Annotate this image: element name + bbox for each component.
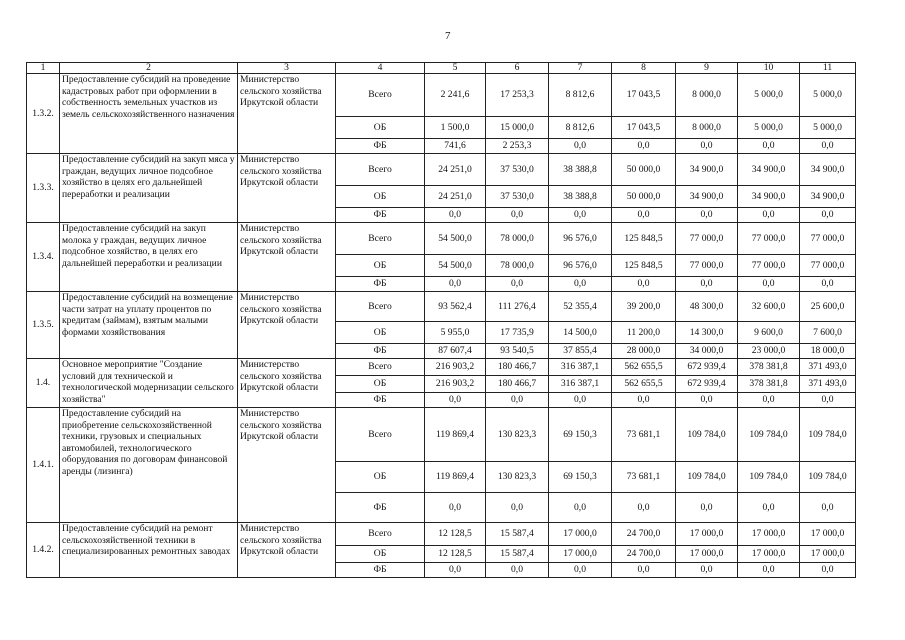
amount-cell: 1 500,0 — [425, 117, 486, 139]
amount-cell: 17 000,0 — [800, 546, 856, 563]
amount-cell: 48 300,0 — [676, 292, 738, 322]
amount-cell: 5 000,0 — [738, 74, 800, 117]
table-row — [27, 74, 856, 117]
amount-cell: 109 784,0 — [738, 462, 800, 493]
amount-cell: 0,0 — [676, 563, 738, 578]
row-code: 1.3.4. — [27, 223, 60, 292]
row-code: 1.3.3. — [27, 154, 60, 223]
amount-cell: 34 900,0 — [800, 186, 856, 208]
amount-cell: 0,0 — [612, 139, 676, 154]
funding-source: ФБ — [336, 563, 425, 578]
amount-cell: 69 150,3 — [549, 408, 612, 462]
amount-cell: 8 000,0 — [676, 117, 738, 139]
amount-cell: 93 540,5 — [486, 344, 549, 359]
amount-cell: 17 043,5 — [612, 117, 676, 139]
amount-cell: 111 276,4 — [486, 292, 549, 322]
amount-cell: 17 000,0 — [738, 546, 800, 563]
executor: Министерство сельского хозяйства Иркутской области — [238, 408, 336, 523]
amount-cell: 216 903,2 — [425, 359, 486, 376]
amount-cell: 0,0 — [738, 563, 800, 578]
funding-source: ФБ — [336, 344, 425, 359]
funding-source: Всего — [336, 359, 425, 376]
amount-cell: 17 000,0 — [676, 523, 738, 546]
row-code: 1.4.2. — [27, 523, 60, 578]
amount-cell: 11 200,0 — [612, 322, 676, 344]
amount-cell: 0,0 — [549, 493, 612, 523]
amount-cell: 77 000,0 — [800, 223, 856, 255]
amount-cell: 0,0 — [425, 208, 486, 223]
amount-cell: 34 900,0 — [676, 186, 738, 208]
amount-cell: 0,0 — [612, 563, 676, 578]
measure-name: Предоставление субсидий на проведение кадастровых работ при оформлении в собственность земельных участков из земель сельскохозяйственного назначения — [60, 74, 238, 154]
amount-cell: 180 466,7 — [486, 359, 549, 376]
table-row — [27, 223, 856, 255]
amount-cell: 371 493,0 — [800, 359, 856, 376]
funding-source: ФБ — [336, 139, 425, 154]
amount-cell: 2 241,6 — [425, 74, 486, 117]
amount-cell: 12 128,5 — [425, 546, 486, 563]
amount-cell: 0,0 — [738, 139, 800, 154]
amount-cell: 50 000,0 — [612, 154, 676, 186]
funding-source: Всего — [336, 408, 425, 462]
amount-cell: 0,0 — [549, 277, 612, 292]
amount-cell: 12 128,5 — [425, 523, 486, 546]
amount-cell: 180 466,7 — [486, 376, 549, 393]
column-header: 4 — [336, 63, 425, 74]
amount-cell: 0,0 — [486, 493, 549, 523]
amount-cell: 0,0 — [676, 208, 738, 223]
table-row — [27, 292, 856, 322]
amount-cell: 9 600,0 — [738, 322, 800, 344]
column-header: 8 — [612, 63, 676, 74]
amount-cell: 77 000,0 — [738, 223, 800, 255]
amount-cell: 0,0 — [425, 563, 486, 578]
executor: Министерство сельского хозяйства Иркутской области — [238, 74, 336, 154]
amount-cell: 34 900,0 — [800, 154, 856, 186]
amount-cell: 0,0 — [486, 208, 549, 223]
amount-cell: 17 000,0 — [549, 546, 612, 563]
column-header: 10 — [738, 63, 800, 74]
amount-cell: 5 000,0 — [800, 74, 856, 117]
amount-cell: 109 784,0 — [676, 462, 738, 493]
row-code: 1.3.5. — [27, 292, 60, 359]
amount-cell: 8 812,6 — [549, 74, 612, 117]
funding-source: Всего — [336, 223, 425, 255]
amount-cell: 0,0 — [738, 208, 800, 223]
amount-cell: 38 388,8 — [549, 154, 612, 186]
amount-cell: 0,0 — [549, 393, 612, 408]
amount-cell: 0,0 — [676, 139, 738, 154]
amount-cell: 0,0 — [612, 277, 676, 292]
executor: Министерство сельского хозяйства Иркутской области — [238, 523, 336, 578]
funding-source: ОБ — [336, 186, 425, 208]
amount-cell: 0,0 — [738, 393, 800, 408]
amount-cell: 24 251,0 — [425, 186, 486, 208]
amount-cell: 93 562,4 — [425, 292, 486, 322]
amount-cell: 0,0 — [549, 208, 612, 223]
amount-cell: 96 576,0 — [549, 255, 612, 277]
measure-name: Предоставление субсидий на возмещение части затрат на уплату процентов по кредитам (займам), взятым малыми формами хозяйствования — [60, 292, 238, 359]
amount-cell: 78 000,0 — [486, 255, 549, 277]
amount-cell: 73 681,1 — [612, 462, 676, 493]
table-row — [27, 154, 856, 186]
amount-cell: 0,0 — [800, 277, 856, 292]
funding-source: Всего — [336, 523, 425, 546]
row-code: 1.3.2. — [27, 74, 60, 154]
amount-cell: 0,0 — [549, 563, 612, 578]
amount-cell: 14 500,0 — [549, 322, 612, 344]
amount-cell: 17 043,5 — [612, 74, 676, 117]
amount-cell: 39 200,0 — [612, 292, 676, 322]
amount-cell: 0,0 — [486, 277, 549, 292]
executor: Министерство сельского хозяйства Иркутской области — [238, 359, 336, 408]
amount-cell: 77 000,0 — [800, 255, 856, 277]
funding-source: ОБ — [336, 322, 425, 344]
amount-cell: 69 150,3 — [549, 462, 612, 493]
amount-cell: 0,0 — [612, 493, 676, 523]
measure-name: Предоставление субсидий на приобретение сельскохозяйственной техники, грузовых и специальных автомобилей, технологического оборудования по договорам финансовой аренды (лизинга) — [60, 408, 238, 523]
amount-cell: 17 000,0 — [800, 523, 856, 546]
funding-source: ФБ — [336, 393, 425, 408]
funding-source: ОБ — [336, 546, 425, 563]
amount-cell: 34 900,0 — [738, 186, 800, 208]
funding-source: ФБ — [336, 277, 425, 292]
table-row — [27, 408, 856, 462]
amount-cell: 109 784,0 — [738, 408, 800, 462]
amount-cell: 316 387,1 — [549, 359, 612, 376]
column-header: 1 — [27, 63, 60, 74]
amount-cell: 73 681,1 — [612, 408, 676, 462]
column-header: 11 — [800, 63, 856, 74]
amount-cell: 316 387,1 — [549, 376, 612, 393]
amount-cell: 50 000,0 — [612, 186, 676, 208]
amount-cell: 0,0 — [676, 277, 738, 292]
amount-cell: 77 000,0 — [676, 223, 738, 255]
amount-cell: 77 000,0 — [676, 255, 738, 277]
amount-cell: 28 000,0 — [612, 344, 676, 359]
amount-cell: 52 355,4 — [549, 292, 612, 322]
funding-source: Всего — [336, 292, 425, 322]
amount-cell: 0,0 — [738, 493, 800, 523]
table-header-row — [27, 63, 856, 74]
amount-cell: 2 253,3 — [486, 139, 549, 154]
amount-cell: 0,0 — [738, 277, 800, 292]
amount-cell: 8 812,6 — [549, 117, 612, 139]
amount-cell: 17 735,9 — [486, 322, 549, 344]
amount-cell: 34 000,0 — [676, 344, 738, 359]
amount-cell: 741,6 — [425, 139, 486, 154]
amount-cell: 0,0 — [676, 393, 738, 408]
amount-cell: 562 655,5 — [612, 376, 676, 393]
amount-cell: 378 381,8 — [738, 359, 800, 376]
amount-cell: 37 530,0 — [486, 186, 549, 208]
column-header: 3 — [238, 63, 336, 74]
amount-cell: 17 000,0 — [549, 523, 612, 546]
page-number: 7 — [445, 30, 451, 42]
amount-cell: 17 000,0 — [738, 523, 800, 546]
measure-name: Предоставление субсидий на ремонт сельскохозяйственной техники в специализированных ремонтных заводах — [60, 523, 238, 578]
amount-cell: 130 823,3 — [486, 462, 549, 493]
amount-cell: 672 939,4 — [676, 376, 738, 393]
amount-cell: 24 251,0 — [425, 154, 486, 186]
funding-source: ФБ — [336, 493, 425, 523]
amount-cell: 216 903,2 — [425, 376, 486, 393]
measure-name: Основное мероприятие "Создание условий для технической и технологической модернизации сельского хозяйства" — [60, 359, 238, 408]
amount-cell: 7 600,0 — [800, 322, 856, 344]
executor: Министерство сельского хозяйства Иркутской области — [238, 223, 336, 292]
amount-cell: 37 855,4 — [549, 344, 612, 359]
amount-cell: 109 784,0 — [800, 408, 856, 462]
amount-cell: 18 000,0 — [800, 344, 856, 359]
amount-cell: 0,0 — [676, 493, 738, 523]
column-header: 2 — [60, 63, 238, 74]
amount-cell: 77 000,0 — [738, 255, 800, 277]
amount-cell: 87 607,4 — [425, 344, 486, 359]
amount-cell: 5 955,0 — [425, 322, 486, 344]
table-row — [27, 359, 856, 376]
amount-cell: 8 000,0 — [676, 74, 738, 117]
amount-cell: 78 000,0 — [486, 223, 549, 255]
column-header: 5 — [425, 63, 486, 74]
table-row — [27, 523, 856, 546]
amount-cell: 0,0 — [800, 493, 856, 523]
amount-cell: 125 848,5 — [612, 223, 676, 255]
amount-cell: 378 381,8 — [738, 376, 800, 393]
amount-cell: 672 939,4 — [676, 359, 738, 376]
amount-cell: 15 587,4 — [486, 523, 549, 546]
funding-source: ОБ — [336, 376, 425, 393]
amount-cell: 0,0 — [612, 208, 676, 223]
funding-source: ОБ — [336, 255, 425, 277]
measure-name: Предоставление субсидий на закуп мяса у граждан, ведущих личное подсобное хозяйство в целях его дальнейшей переработки и реализации — [60, 154, 238, 223]
amount-cell: 562 655,5 — [612, 359, 676, 376]
column-header: 6 — [486, 63, 549, 74]
row-code: 1.4.1. — [27, 408, 60, 523]
amount-cell: 125 848,5 — [612, 255, 676, 277]
amount-cell: 24 700,0 — [612, 546, 676, 563]
amount-cell: 14 300,0 — [676, 322, 738, 344]
amount-cell: 109 784,0 — [800, 462, 856, 493]
amount-cell: 38 388,8 — [549, 186, 612, 208]
amount-cell: 130 823,3 — [486, 408, 549, 462]
amount-cell: 109 784,0 — [676, 408, 738, 462]
amount-cell: 0,0 — [425, 393, 486, 408]
amount-cell: 32 600,0 — [738, 292, 800, 322]
measure-name: Предоставление субсидий на закуп молока у граждан, ведущих личное подсобное хозяйство, в целях его дальнейшей переработки и реализации — [60, 223, 238, 292]
amount-cell: 0,0 — [549, 139, 612, 154]
amount-cell: 17 000,0 — [676, 546, 738, 563]
amount-cell: 5 000,0 — [738, 117, 800, 139]
amount-cell: 0,0 — [800, 139, 856, 154]
amount-cell: 34 900,0 — [676, 154, 738, 186]
funding-source: Всего — [336, 154, 425, 186]
column-header: 7 — [549, 63, 612, 74]
amount-cell: 54 500,0 — [425, 223, 486, 255]
amount-cell: 0,0 — [486, 393, 549, 408]
amount-cell: 0,0 — [800, 563, 856, 578]
amount-cell: 25 600,0 — [800, 292, 856, 322]
amount-cell: 15 000,0 — [486, 117, 549, 139]
amount-cell: 371 493,0 — [800, 376, 856, 393]
funding-source: ФБ — [336, 208, 425, 223]
amount-cell: 0,0 — [425, 277, 486, 292]
row-code: 1.4. — [27, 359, 60, 408]
funding-source: Всего — [336, 74, 425, 117]
amount-cell: 119 869,4 — [425, 408, 486, 462]
amount-cell: 17 253,3 — [486, 74, 549, 117]
funding-source: ОБ — [336, 462, 425, 493]
amount-cell: 5 000,0 — [800, 117, 856, 139]
amount-cell: 0,0 — [425, 493, 486, 523]
executor: Министерство сельского хозяйства Иркутской области — [238, 154, 336, 223]
amount-cell: 96 576,0 — [549, 223, 612, 255]
budget-table — [26, 62, 856, 578]
amount-cell: 119 869,4 — [425, 462, 486, 493]
column-header: 9 — [676, 63, 738, 74]
amount-cell: 23 000,0 — [738, 344, 800, 359]
amount-cell: 0,0 — [800, 393, 856, 408]
amount-cell: 0,0 — [800, 208, 856, 223]
amount-cell: 15 587,4 — [486, 546, 549, 563]
amount-cell: 54 500,0 — [425, 255, 486, 277]
amount-cell: 34 900,0 — [738, 154, 800, 186]
amount-cell: 37 530,0 — [486, 154, 549, 186]
amount-cell: 0,0 — [486, 563, 549, 578]
amount-cell: 0,0 — [612, 393, 676, 408]
amount-cell: 24 700,0 — [612, 523, 676, 546]
funding-source: ОБ — [336, 117, 425, 139]
executor: Министерство сельского хозяйства Иркутской области — [238, 292, 336, 359]
